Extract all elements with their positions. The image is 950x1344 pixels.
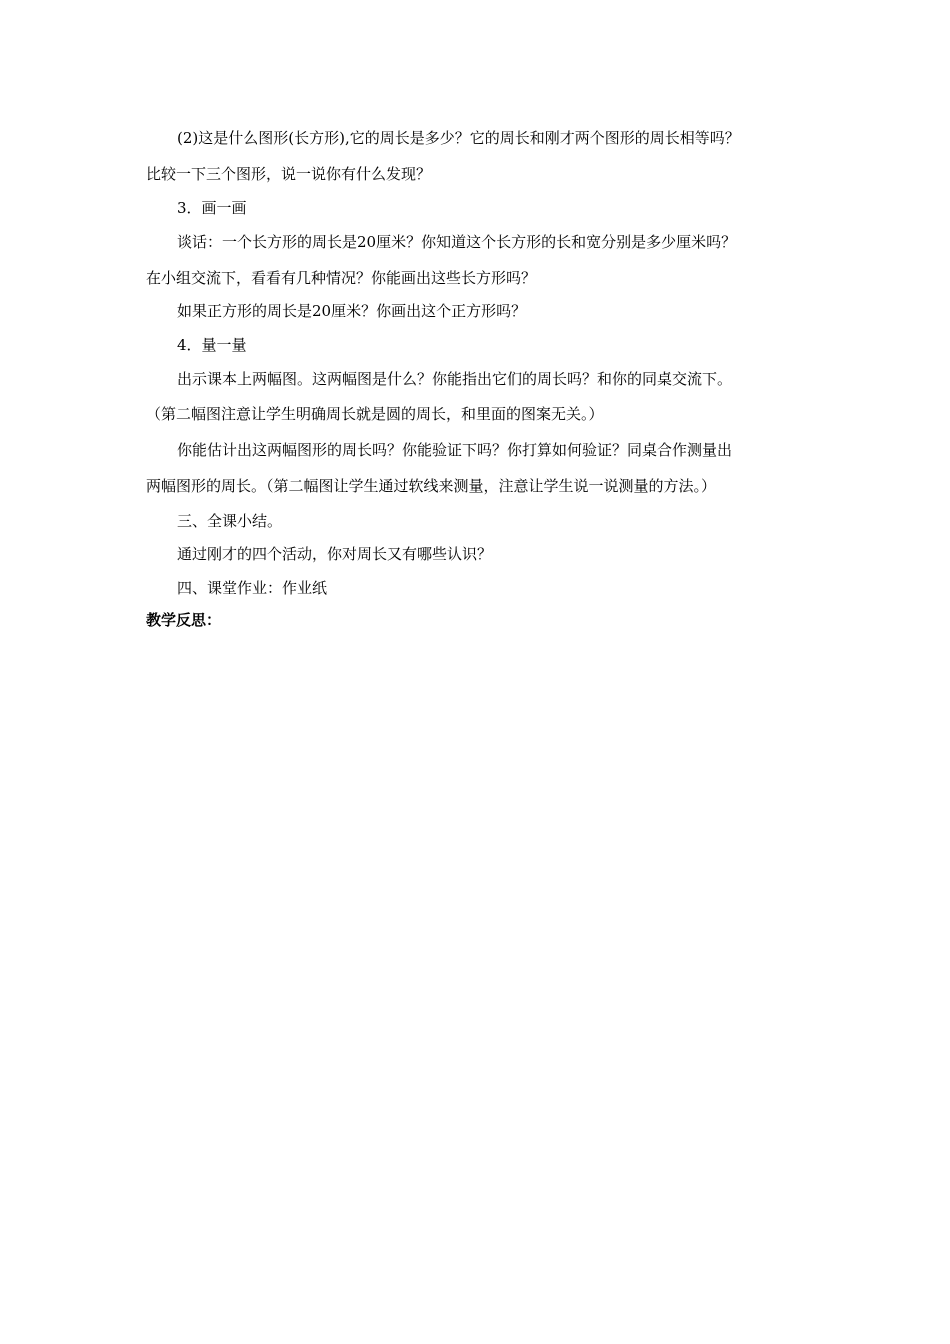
section-heading-measure: 4．量一量 xyxy=(177,336,247,354)
section-heading-draw: 3．画一画 xyxy=(177,199,247,217)
paragraph-line-10: 通过刚才的四个活动，你对周长又有哪些认识？ xyxy=(177,545,493,563)
paragraph-line-1: (2)这是什么图形(长方形),它的周长是多少？它的周长和刚才两个图形的周长相等吗？ xyxy=(177,129,740,147)
paragraph-line-3: 谈话：一个长方形的周长是20厘米？你知道这个长方形的长和宽分别是多少厘米吗？ xyxy=(177,233,737,251)
paragraph-line-5: 如果正方形的周长是20厘米？你画出这个正方形吗？ xyxy=(177,302,527,320)
paragraph-line-8: 你能估计出这两幅图形的周长吗？你能验证下吗？你打算如何验证？同桌合作测量出 xyxy=(177,441,733,459)
paragraph-line-9: 两幅图形的周长。（第二幅图让学生通过软线来测量，注意让学生说一说测量的方法。） xyxy=(146,477,717,495)
teaching-reflection-heading: 教学反思： xyxy=(146,611,222,629)
paragraph-line-2: 比较一下三个图形，说一说你有什么发现？ xyxy=(146,165,432,183)
paragraph-line-7: （第二幅图注意让学生明确周长就是圆的周长，和里面的图案无关。） xyxy=(146,405,604,423)
section-heading-summary: 三、全课小结。 xyxy=(177,512,283,530)
paragraph-line-4: 在小组交流下，看看有几种情况？你能画出这些长方形吗？ xyxy=(146,269,537,287)
section-heading-homework: 四、课堂作业：作业纸 xyxy=(177,579,328,597)
paragraph-line-6: 出示课本上两幅图。这两幅图是什么？你能指出它们的周长吗？和你的同桌交流下。 xyxy=(177,370,733,388)
